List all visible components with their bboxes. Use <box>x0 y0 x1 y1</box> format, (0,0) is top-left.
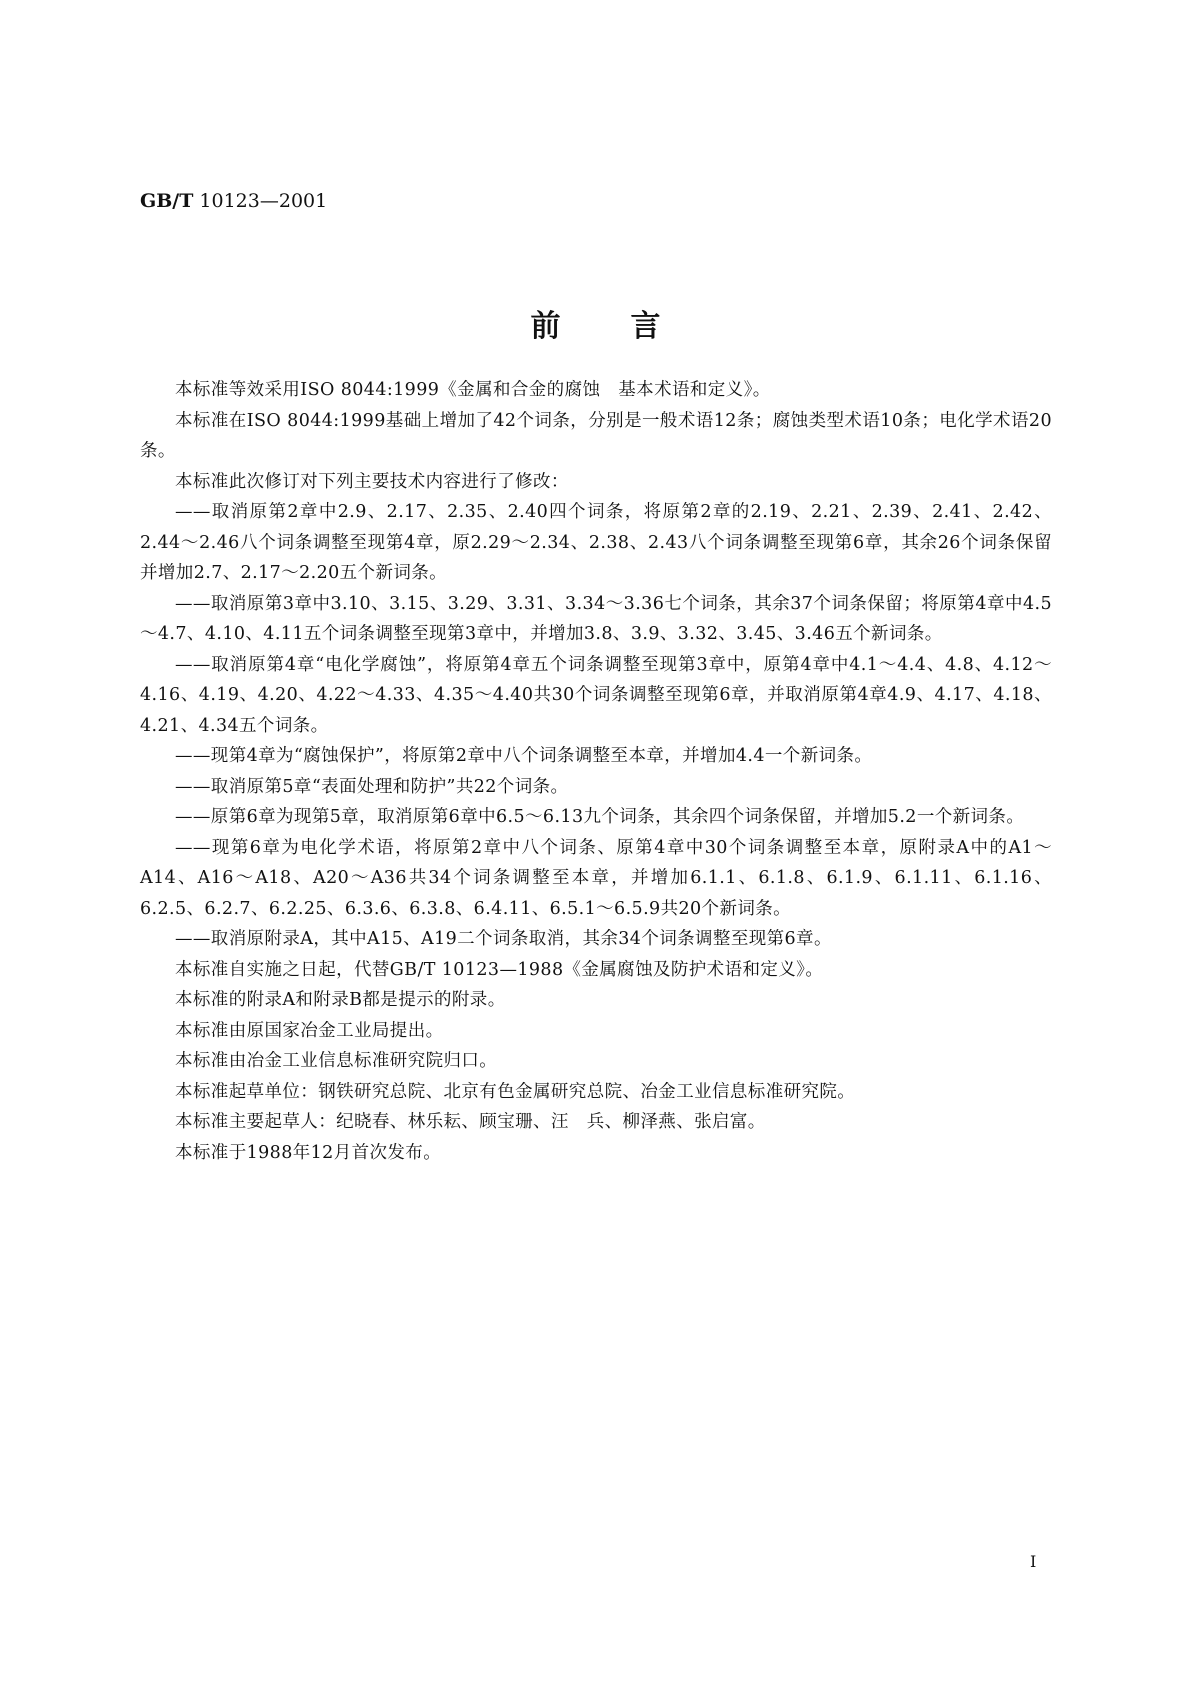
paragraph-adoption: 本标准等效采用ISO 8044:1999《金属和合金的腐蚀 基本术语和定义》。 <box>175 380 771 400</box>
page-title: 前言 <box>530 309 731 344</box>
paragraph-change-chapter4-new: ——现第4章为“腐蚀保护”，将原第2章中八个词条调整至本章，并增加4.4一个新词条。 <box>175 746 873 766</box>
paragraph-change-chapter4-old: ——取消原第4章“电化学腐蚀”，将原第4章五个词条调整至现第3章中，原第4章中4.1～4.4、4.8、4.12～4.16、4.19、4.20、4.22～4.33、4.35～4.40共30个词条调整至现第6章，并取消原第4章4.9、4.17、4.18、4.21、4.34五个词条。 <box>140 654 1052 736</box>
paragraph-change-chapter2: ——取消原第2章中2.9、2.17、2.35、2.40四个词条，将原第2章的2.19、2.21、2.39、2.41、2.42、2.44～2.46八个词条调整至现第4章，原2.29～2.34、2.38、2.43八个词条调整至现第6章，其余26个词条保留并增加2.7、2.17～2.20五个新词条。 <box>140 502 1052 583</box>
foreword-body <box>140 375 1052 1168</box>
paragraph-supersedes: 本标准自实施之日起，代替GB/T 10123—1988《金属腐蚀及防护术语和定义》。 <box>175 959 824 980</box>
paragraph-change-chapter3: ——取消原第3章中3.10、3.15、3.29、3.31、3.34～3.36七个词条，其余37个词条保留；将原第4章中4.5～4.7、4.10、4.11五个词条调整至现第3章中，并增加3.8、3.9、3.32、3.45、3.46五个新词条。 <box>140 593 1052 644</box>
paragraph-responsible: 本标准由冶金工业信息标准研究院归口。 <box>175 1051 498 1071</box>
page-number: I <box>1030 1552 1037 1571</box>
paragraph-revision-intro: 本标准此次修订对下列主要技术内容进行了修改： <box>175 471 569 492</box>
paragraph-proposed-by: 本标准由原国家冶金工业局提出。 <box>175 1020 444 1041</box>
paragraph-change-chapter6-old: ——原第6章为现第5章，取消原第6章中6.5～6.13九个词条，其余四个词条保留，并增加5.2一个新词条。 <box>175 807 1025 827</box>
paragraph-annexes: 本标准的附录A和附录B都是提示的附录。 <box>175 990 506 1010</box>
standard-number: 10123—2001 <box>193 190 328 212</box>
paragraph-first-issue: 本标准于1988年12月首次发布。 <box>175 1142 442 1163</box>
standard-prefix: GB/T <box>140 190 194 212</box>
paragraph-drafting-units: 本标准起草单位：钢铁研究总院、北京有色金属研究总院、冶金工业信息标准研究院。 <box>175 1081 856 1102</box>
paragraph-added-terms: 本标准在ISO 8044:1999基础上增加了42个词条，分别是一般术语12条；腐蚀类型术语10条；电化学术语20条。 <box>140 410 1052 461</box>
paragraph-change-chapter5-old: ——取消原第5章“表面处理和防护”共22个词条。 <box>175 776 569 797</box>
paragraph-change-annex-a: ——取消原附录A，其中A15、A19二个词条取消，其余34个词条调整至现第6章。 <box>175 929 832 949</box>
paragraph-drafters: 本标准主要起草人：纪晓春、林乐耘、顾宝珊、汪 兵、柳泽燕、张启富。 <box>175 1112 766 1132</box>
paragraph-change-chapter6-new: ——现第6章为电化学术语，将原第2章中八个词条、原第4章中30个词条调整至本章，原附录A中的A1～A14、A16～A18、A20～A36共34个词条调整至本章，并增加6.1.1、6.1.8、6.1.9、6.1.11、6.1.16、6.2.5、6.2.7、6.2.25、6.3.6、6.3.8、6.4.11、6.5.1～6.5.9共20个新词条。 <box>140 837 1052 919</box>
standard-code <box>140 190 327 212</box>
